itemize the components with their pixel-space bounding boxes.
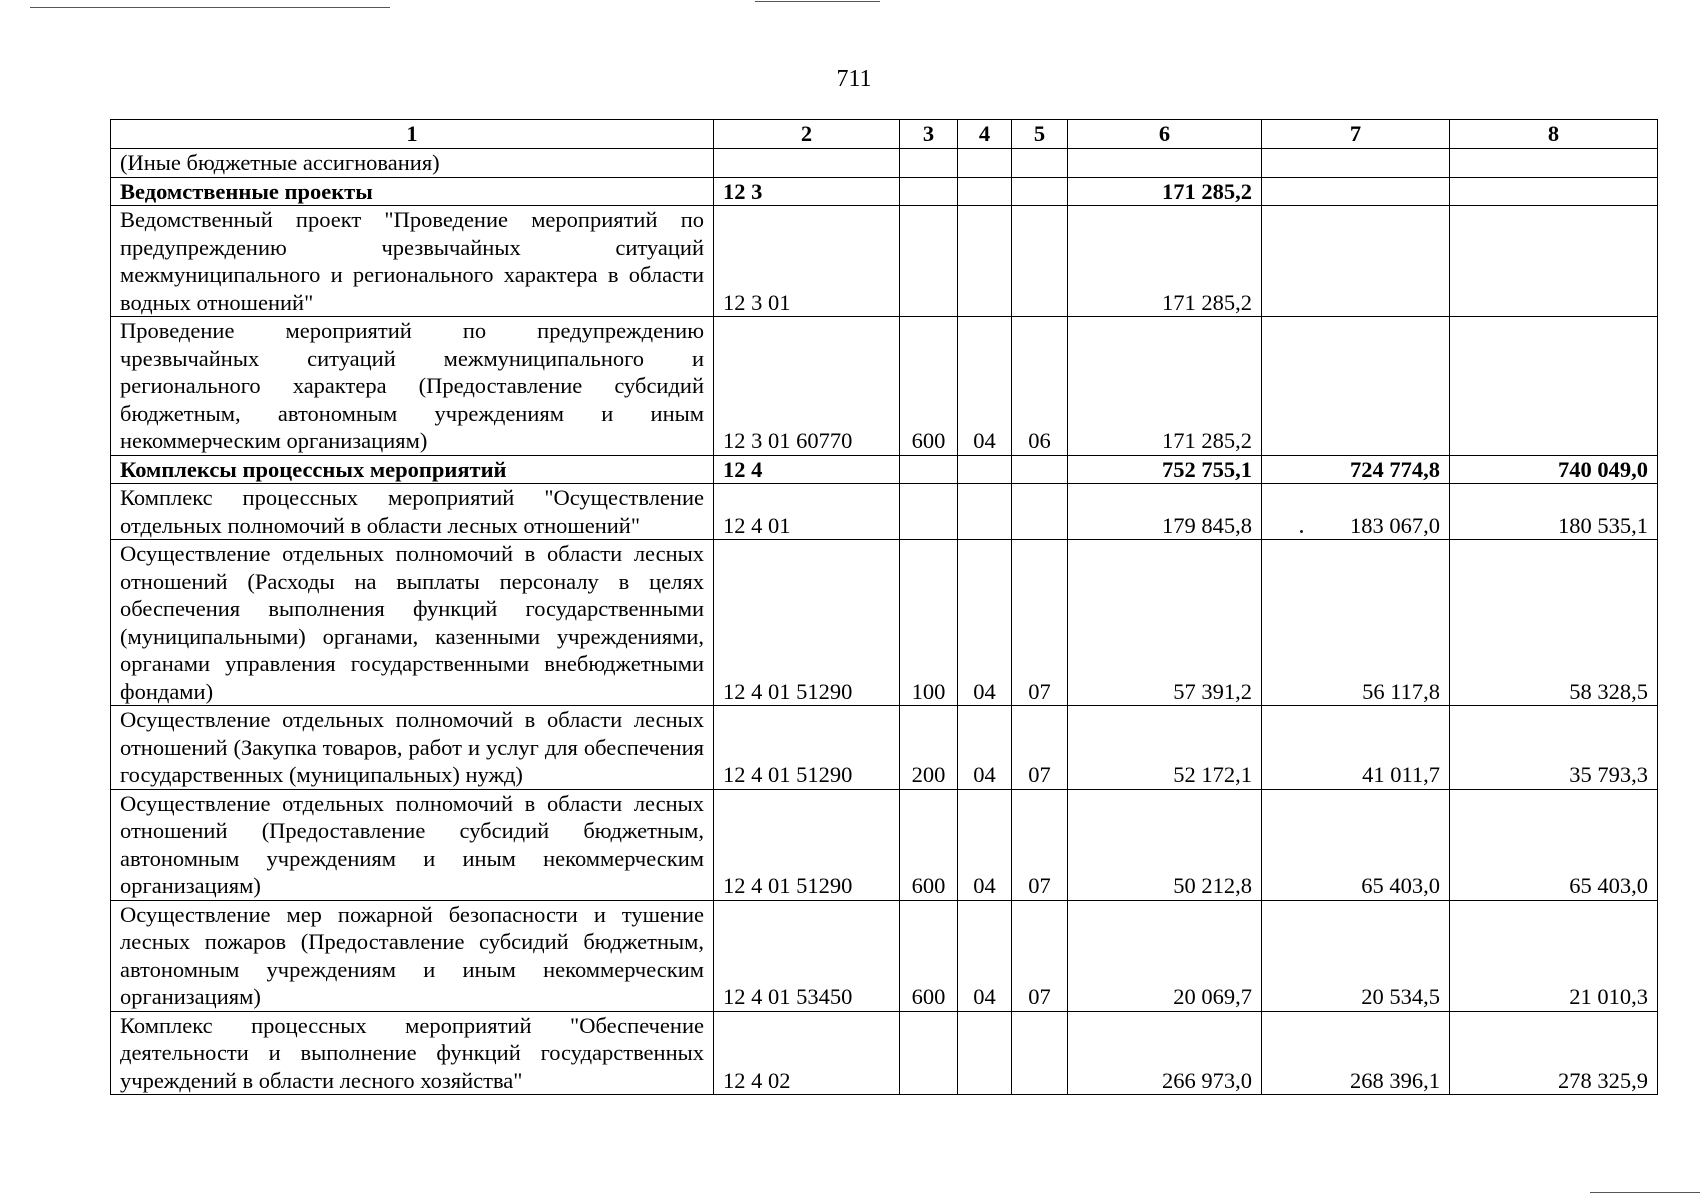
cell-amount-col8: 58 328,5	[1450, 540, 1658, 706]
cell-amount-col8: 278 325,9	[1450, 1011, 1658, 1095]
cell-amount-col7: 724 774,8	[1262, 455, 1450, 484]
cell-expense-type: 600	[900, 789, 958, 900]
header-col-5: 5	[1012, 120, 1068, 149]
cell-expense-type	[900, 484, 958, 540]
header-col-1: 1	[111, 120, 714, 149]
table-row	[111, 455, 1658, 484]
cell-amount-col8: 21 010,3	[1450, 900, 1658, 1011]
cell-amount-col7: 268 396,1	[1262, 1011, 1450, 1095]
cell-name: Осуществление отдельных полномочий в области лесных отношений (Предоставление субсидий бюджетным, автономным учреждениям и иным некоммерческим организациям)	[111, 789, 714, 900]
cell-amount-col6: 20 069,7	[1068, 900, 1262, 1011]
cell-section: 04	[958, 789, 1012, 900]
cell-expense-type: 600	[900, 317, 958, 456]
cell-amount-col8	[1450, 206, 1658, 317]
cell-subsection	[1012, 177, 1068, 206]
cell-section: 04	[958, 317, 1012, 456]
cell-expense-type	[900, 455, 958, 484]
cell-code: 12 4 01 51290	[714, 540, 900, 706]
header-col-8: 8	[1450, 120, 1658, 149]
header-col-7: 7	[1262, 120, 1450, 149]
cell-subsection: 06	[1012, 317, 1068, 456]
cell-amount-col8: 35 793,3	[1450, 706, 1658, 790]
cell-amount-col6: 171 285,2	[1068, 177, 1262, 206]
scan-speck	[1300, 530, 1303, 533]
cell-subsection	[1012, 206, 1068, 317]
cell-code: 12 4 01 51290	[714, 706, 900, 790]
cell-amount-col6: 171 285,2	[1068, 317, 1262, 456]
cell-subsection: 07	[1012, 706, 1068, 790]
cell-section: 04	[958, 540, 1012, 706]
cell-code: 12 3 01 60770	[714, 317, 900, 456]
table-row	[111, 1011, 1658, 1095]
cell-expense-type: 200	[900, 706, 958, 790]
cell-name: Комплекс процессных мероприятий "Обеспечение деятельности и выполнение функций государственных учреждений в области лесного хозяйства"	[111, 1011, 714, 1095]
cell-amount-col8: 65 403,0	[1450, 789, 1658, 900]
table-row	[111, 789, 1658, 900]
cell-amount-col6: 52 172,1	[1068, 706, 1262, 790]
cell-code: 12 4 01	[714, 484, 900, 540]
page-number: 711	[836, 66, 872, 92]
cell-name: Осуществление мер пожарной безопасности и тушение лесных пожаров (Предоставление субсидий бюджетным, автономным учреждениям и иным некоммерческим организациям)	[111, 900, 714, 1011]
header-col-4: 4	[958, 120, 1012, 149]
cell-subsection: 07	[1012, 900, 1068, 1011]
cell-amount-col7: 20 534,5	[1262, 900, 1450, 1011]
cell-section	[958, 177, 1012, 206]
table-row	[111, 484, 1658, 540]
cell-amount-col8	[1450, 149, 1658, 178]
cell-name: Ведомственный проект "Проведение мероприятий по предупреждению чрезвычайных ситуаций межмуниципального и регионального характера в области водных отношений"	[111, 206, 714, 317]
cell-section: 04	[958, 706, 1012, 790]
cell-name: (Иные бюджетные ассигнования)	[111, 149, 714, 178]
cell-subsection	[1012, 484, 1068, 540]
table-row	[111, 540, 1658, 706]
header-col-6: 6	[1068, 120, 1262, 149]
cell-name: Проведение мероприятий по предупреждению чрезвычайных ситуаций межмуниципального и регионального характера (Предоставление субсидий бюджетным, автономным учреждениям и иным некоммерческим организациям)	[111, 317, 714, 456]
cell-name: Комплексы процессных мероприятий	[111, 455, 714, 484]
cell-amount-col6: 171 285,2	[1068, 206, 1262, 317]
cell-amount-col6	[1068, 149, 1262, 178]
cell-name: Осуществление отдельных полномочий в области лесных отношений (Расходы на выплаты персоналу в целях обеспечения выполнения функций государственными (муниципальными) органами, казенными учреждениями, органами управления государственными внебюджетными фондами)	[111, 540, 714, 706]
cell-code: 12 3	[714, 177, 900, 206]
cell-name: Комплекс процессных мероприятий "Осуществление отдельных полномочий в области лесных отношений"	[111, 484, 714, 540]
cell-expense-type	[900, 149, 958, 178]
cell-subsection	[1012, 149, 1068, 178]
table-header-row	[111, 120, 1658, 149]
cell-name: Ведомственные проекты	[111, 177, 714, 206]
table-row	[111, 706, 1658, 790]
cell-amount-col8	[1450, 177, 1658, 206]
budget-table	[110, 119, 1658, 1095]
cell-code: 12 4 01 53450	[714, 900, 900, 1011]
cell-amount-col8	[1450, 317, 1658, 456]
cell-subsection	[1012, 1011, 1068, 1095]
scan-artifact-line	[1590, 1192, 1700, 1193]
cell-amount-col6: 752 755,1	[1068, 455, 1262, 484]
cell-section	[958, 206, 1012, 317]
cell-subsection: 07	[1012, 540, 1068, 706]
cell-section	[958, 1011, 1012, 1095]
cell-expense-type: 100	[900, 540, 958, 706]
cell-amount-col7: 65 403,0	[1262, 789, 1450, 900]
cell-name: Осуществление отдельных полномочий в области лесных отношений (Закупка товаров, работ и услуг для обеспечения государственных (муниципальных) нужд)	[111, 706, 714, 790]
cell-code: 12 4 02	[714, 1011, 900, 1095]
table-row	[111, 900, 1658, 1011]
cell-subsection: 07	[1012, 789, 1068, 900]
cell-expense-type	[900, 177, 958, 206]
cell-amount-col7: 41 011,7	[1262, 706, 1450, 790]
cell-expense-type: 600	[900, 900, 958, 1011]
cell-amount-col7: 56 117,8	[1262, 540, 1450, 706]
cell-amount-col7	[1262, 177, 1450, 206]
header-col-2: 2	[714, 120, 900, 149]
cell-amount-col8: 180 535,1	[1450, 484, 1658, 540]
cell-amount-col6: 179 845,8	[1068, 484, 1262, 540]
cell-amount-col6: 50 212,8	[1068, 789, 1262, 900]
cell-section	[958, 149, 1012, 178]
cell-code: 12 4	[714, 455, 900, 484]
cell-expense-type	[900, 1011, 958, 1095]
cell-subsection	[1012, 455, 1068, 484]
cell-amount-col7	[1262, 317, 1450, 456]
header-col-3: 3	[900, 120, 958, 149]
cell-amount-col6: 266 973,0	[1068, 1011, 1262, 1095]
cell-code	[714, 149, 900, 178]
cell-section	[958, 455, 1012, 484]
table-row	[111, 149, 1658, 178]
table-row	[111, 177, 1658, 206]
scan-artifact-line	[755, 1, 880, 2]
table-row	[111, 206, 1658, 317]
cell-section: 04	[958, 900, 1012, 1011]
cell-amount-col7: 183 067,0	[1262, 484, 1450, 540]
cell-amount-col8: 740 049,0	[1450, 455, 1658, 484]
cell-amount-col7	[1262, 149, 1450, 178]
cell-expense-type	[900, 206, 958, 317]
table-row	[111, 317, 1658, 456]
cell-amount-col7	[1262, 206, 1450, 317]
cell-code: 12 4 01 51290	[714, 789, 900, 900]
cell-amount-col6: 57 391,2	[1068, 540, 1262, 706]
table-body	[111, 149, 1658, 1095]
cell-section	[958, 484, 1012, 540]
cell-code: 12 3 01	[714, 206, 900, 317]
scan-artifact-line	[30, 7, 390, 8]
